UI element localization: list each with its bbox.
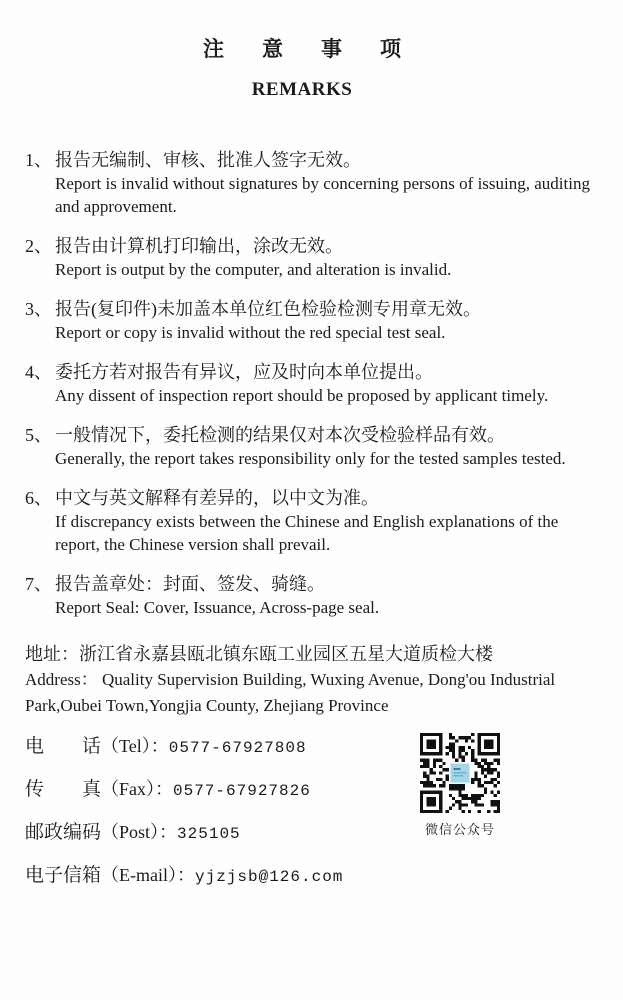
wechat-qr-caption: 微信公众号: [424, 822, 495, 837]
contact-paren: （Fax）：: [101, 779, 173, 799]
contact-row-fax: [25, 774, 593, 799]
page-title-zh: 注意事项: [203, 37, 439, 61]
remark-text-en: If discrepancy exists between the Chinese and English explanations of the report, the Chinese version shall prevail.: [55, 512, 559, 554]
remark-text-en: Report Seal: Cover, Issuance, Across-page seal.: [55, 598, 380, 617]
page-title-en: REMARKS: [251, 79, 353, 100]
remark-text-zh: 中文与英文解释有差异的，以中文为准。: [55, 488, 379, 508]
remark-item-7: [25, 573, 593, 619]
remark-number: 7、: [25, 574, 52, 594]
address-zh: 地址：浙江省永嘉县瓯北镇东瓯工业园区五星大道质检大楼: [25, 644, 493, 664]
post-value: 325105: [177, 825, 241, 843]
remark-number: 2、: [25, 236, 52, 256]
tel-value: 0577-67927808: [168, 739, 307, 757]
remark-text-zh: 委托方若对报告有异议，应及时向本单位提出。: [55, 362, 433, 382]
remark-item-1: [25, 149, 593, 218]
page-header: [25, 33, 579, 101]
wechat-qr-code: [420, 733, 500, 813]
remark-item-4: [25, 361, 593, 407]
remark-item-2: [25, 235, 593, 281]
email-value: yjzjsb@126.com: [194, 868, 344, 886]
address-block: [25, 641, 585, 719]
remark-number: 3、: [25, 299, 52, 319]
remark-number: 6、: [25, 488, 52, 508]
remark-item-5: [25, 424, 593, 470]
remark-text-zh: 报告无编制、审核、批准人签字无效。: [55, 150, 361, 170]
remark-text-zh: 报告由计算机打印输出，涂改无效。: [55, 236, 343, 256]
remark-number: 4、: [25, 362, 52, 382]
remark-text-en: Report is output by the computer, and alteration is invalid.: [55, 260, 452, 279]
remark-text-en: Generally, the report takes responsibility only for the tested samples tested.: [55, 449, 566, 468]
contact-label: 电子信箱: [25, 865, 102, 886]
contact-paren: （Post）：: [101, 822, 178, 842]
contact-label: 邮政编码: [25, 822, 102, 843]
wechat-qr-block: [420, 733, 500, 838]
remark-item-3: [25, 298, 593, 344]
remark-text-zh: 报告盖章处：封面、签发、骑缝。: [55, 574, 325, 594]
contact-paren: （E-mail）：: [101, 865, 195, 885]
address-en: Address： Quality Supervision Building, Wuxing Avenue, Dong'ou Industrial Park,Oubei Town,Yongjia County, Zhejiang Province: [25, 670, 556, 715]
contact-row-email: [25, 860, 593, 885]
contact-paren: （Tel）：: [101, 736, 169, 756]
remark-text-en: Report or copy is invalid without the red special test seal.: [55, 323, 446, 342]
remark-text-en: Any dissent of inspection report should be proposed by applicant timely.: [55, 386, 549, 405]
remark-text-zh: 报告(复印件)未加盖本单位红色检验检测专用章无效。: [55, 299, 481, 319]
contact-block: [25, 731, 593, 885]
remark-text-en: Report is invalid without signatures by concerning persons of issuing, auditing and approvement.: [55, 174, 590, 216]
contact-row-tel: [25, 731, 593, 756]
fax-value: 0577-67927826: [173, 782, 311, 800]
remark-number: 5、: [25, 425, 52, 445]
contact-label: 电话: [25, 736, 101, 757]
remark-number: 1、: [25, 150, 52, 170]
remark-list: [25, 149, 593, 619]
contact-row-post: [25, 817, 593, 842]
remark-text-zh: 一般情况下，委托检测的结果仅对本次受检验样品有效。: [55, 425, 505, 445]
contact-label: 传真: [25, 779, 101, 800]
remark-item-6: [25, 487, 593, 556]
